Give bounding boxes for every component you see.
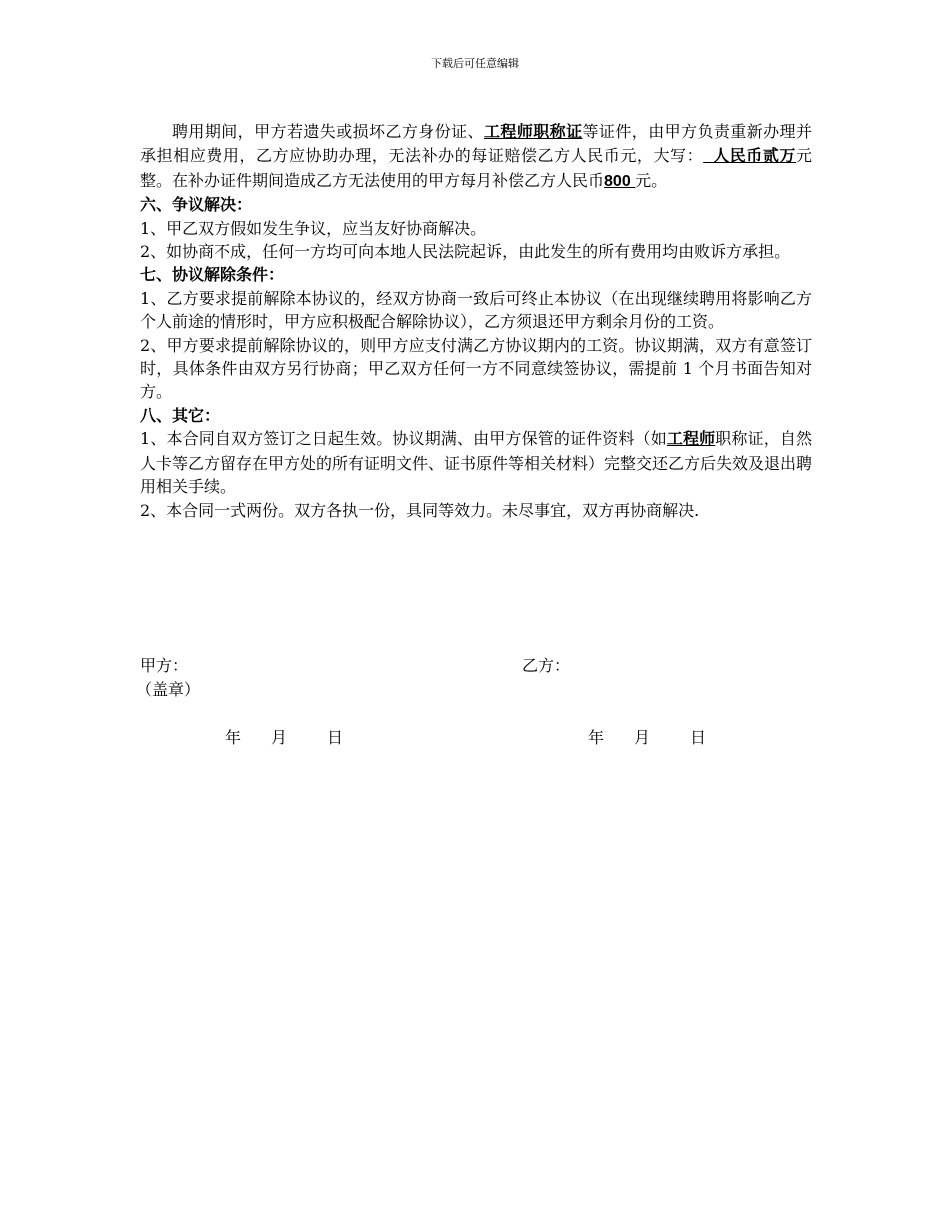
intro-text-1: 聘用期间，甲方若遗失或损坏乙方身份证、	[172, 122, 484, 141]
intro-text-4: 元。	[635, 170, 668, 190]
party-b-month: 月	[634, 728, 651, 747]
intro-underline-amount: 800	[604, 172, 636, 190]
party-b-label: 乙方：	[522, 656, 571, 675]
seal-label: （盖章）	[136, 680, 201, 699]
contract-body	[140, 120, 812, 522]
section-8-item-1-underline: 工程师	[666, 431, 716, 449]
party-a-day: 日	[327, 728, 344, 747]
party-b-date	[588, 726, 706, 749]
section-8-item-1-text-1: 1、本合同自双方签订之日起生效。协议期满、由甲方保管的证件资料（如	[140, 429, 667, 449]
intro-paragraph	[140, 120, 812, 193]
party-a-year: 年	[225, 728, 242, 747]
party-a-date	[225, 726, 343, 749]
section-8-title: 八、其它：	[140, 405, 221, 425]
section-6-item-2: 2、如协商不成，任何一方均可向本地人民法院起诉，由此发生的所有费用均由败诉方承担。	[140, 242, 791, 262]
page-header-note: 下载后可任意编辑	[431, 57, 519, 70]
section-7-item-2: 2、甲方要求提前解除协议的，则甲方应支付满乙方协议期内的工资。协议期满，双方有意签订时，具体条件由双方另行协商；甲乙双方任何一方不同意续签协议，需提前 1 个月书面告知对方。	[140, 335, 812, 402]
intro-text-2: 等证件，由甲方负责重新办理并承担相应费用，乙方应协助办理，无法补办的每证赔偿乙方人民币元，大写：	[140, 122, 812, 166]
intro-underline-cert: 工程师职称证	[483, 124, 583, 141]
section-7-title: 七、协议解除条件：	[140, 265, 285, 285]
intro-text-3: 元整。在补办证件期间造成乙方无法使用的甲方每月补偿乙方人民币	[140, 146, 812, 190]
intro-underline-amount-words: 人民币贰万	[703, 148, 796, 166]
party-a-label: 甲方：	[140, 656, 189, 675]
section-7-item-1: 1、乙方要求提前解除本协议的，经双方协商一致后可终止本协议（在出现继续聘用将影响乙方个人前途的情形时，甲方应积极配合解除协议），乙方须退还甲方剩余月份的工资。	[140, 288, 812, 332]
party-b-day: 日	[690, 728, 707, 747]
party-b-year: 年	[588, 728, 605, 747]
party-a-month: 月	[271, 728, 288, 747]
section-8-item-1	[140, 427, 812, 498]
section-6-item-1: 1、甲乙双方假如发生争议，应当友好协商解决。	[140, 218, 487, 238]
section-8-item-1-text-2: 职称证，自然人卡等乙方留存在甲方处的所有证明文件、证书原件等相关材料）完整交还乙方后失效及退出聘用相关手续。	[140, 429, 813, 497]
section-6-title: 六、争议解决：	[140, 195, 253, 215]
section-8-item-2: 2、本合同一式两份。双方各执一份，具同等效力。未尽事宜，双方再协商解决.	[140, 500, 700, 520]
